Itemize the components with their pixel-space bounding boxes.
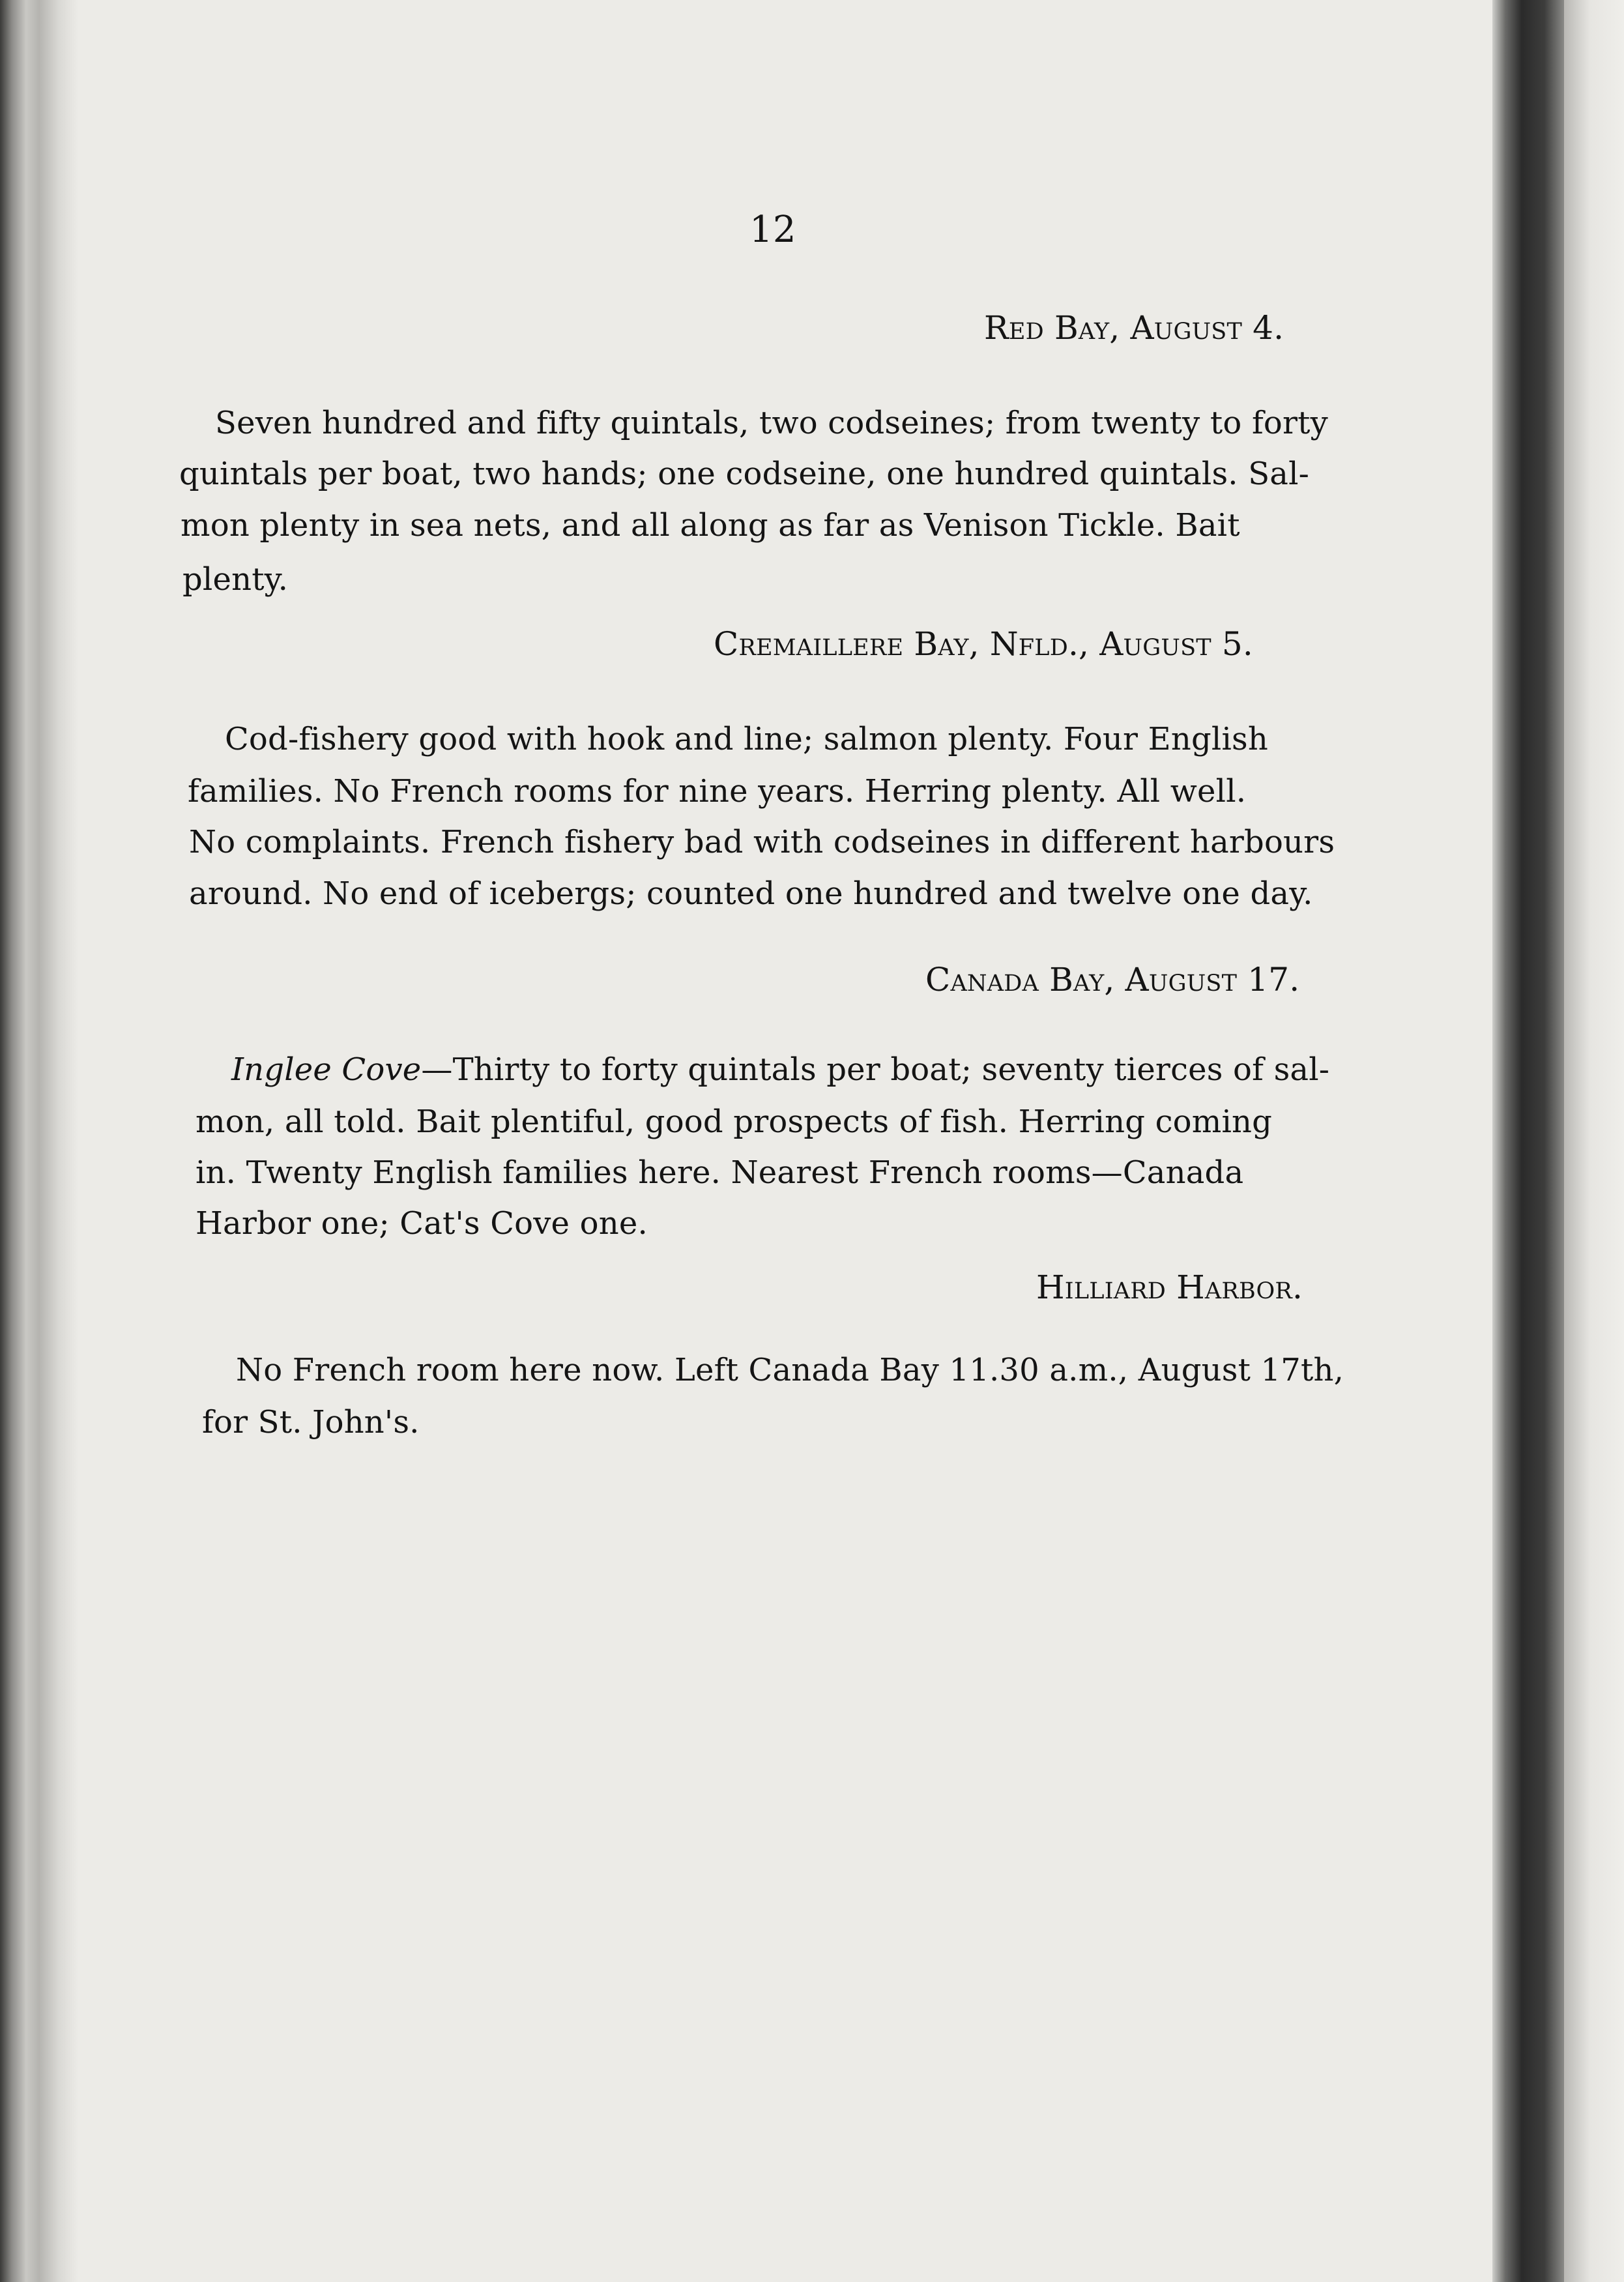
entry-heading: Red Bay, August 4. <box>984 309 1284 347</box>
page-binding-edge <box>0 0 78 2282</box>
entry-line: quintals per boat, two hands; one codseine, one hundred quintals. Sal- <box>179 456 1310 492</box>
entry-line-text: —Thirty to forty quintals per boat; seventy tierces of sal- <box>421 1051 1330 1088</box>
page-number: 12 <box>749 209 796 251</box>
entry-line: No French room here now. Left Canada Bay 11.30 a.m., August 17th, <box>236 1352 1344 1388</box>
adjacent-page <box>1564 0 1624 2282</box>
entry-heading: Canada Bay, August 17. <box>925 961 1300 999</box>
entry-line <box>231 1051 1330 1088</box>
entry-line: families. No French rooms for nine years. Herring plenty. All well. <box>188 773 1247 810</box>
entry-line: Seven hundred and fifty quintals, two codseines; from twenty to forty <box>215 405 1328 441</box>
entry-line: in. Twenty English families here. Nearest French rooms—Canada <box>196 1154 1244 1191</box>
entry-heading: Hilliard Harbor. <box>1036 1268 1303 1306</box>
entry-line: Cod-fishery good with hook and line; salmon plenty. Four English <box>225 721 1268 757</box>
entry-line: No complaints. French fishery bad with codseines in different harbours <box>189 824 1335 860</box>
entry-line: around. No end of icebergs; counted one hundred and twelve one day. <box>189 875 1313 912</box>
entry-line: Harbor one; Cat's Cove one. <box>196 1205 648 1242</box>
entry-line: for St. John's. <box>202 1404 420 1441</box>
page-edge-shadow <box>1492 0 1564 2282</box>
entry-heading: Cremaillere Bay, Nfld., August 5. <box>714 625 1254 663</box>
entry-line: mon, all told. Bait plentiful, good prospects of fish. Herring coming <box>196 1104 1273 1140</box>
entry-line: mon plenty in sea nets, and all along as far as Venison Tickle. Bait <box>181 507 1240 544</box>
entry-line: plenty. <box>182 561 289 598</box>
place-name: Inglee Cove <box>231 1051 422 1088</box>
